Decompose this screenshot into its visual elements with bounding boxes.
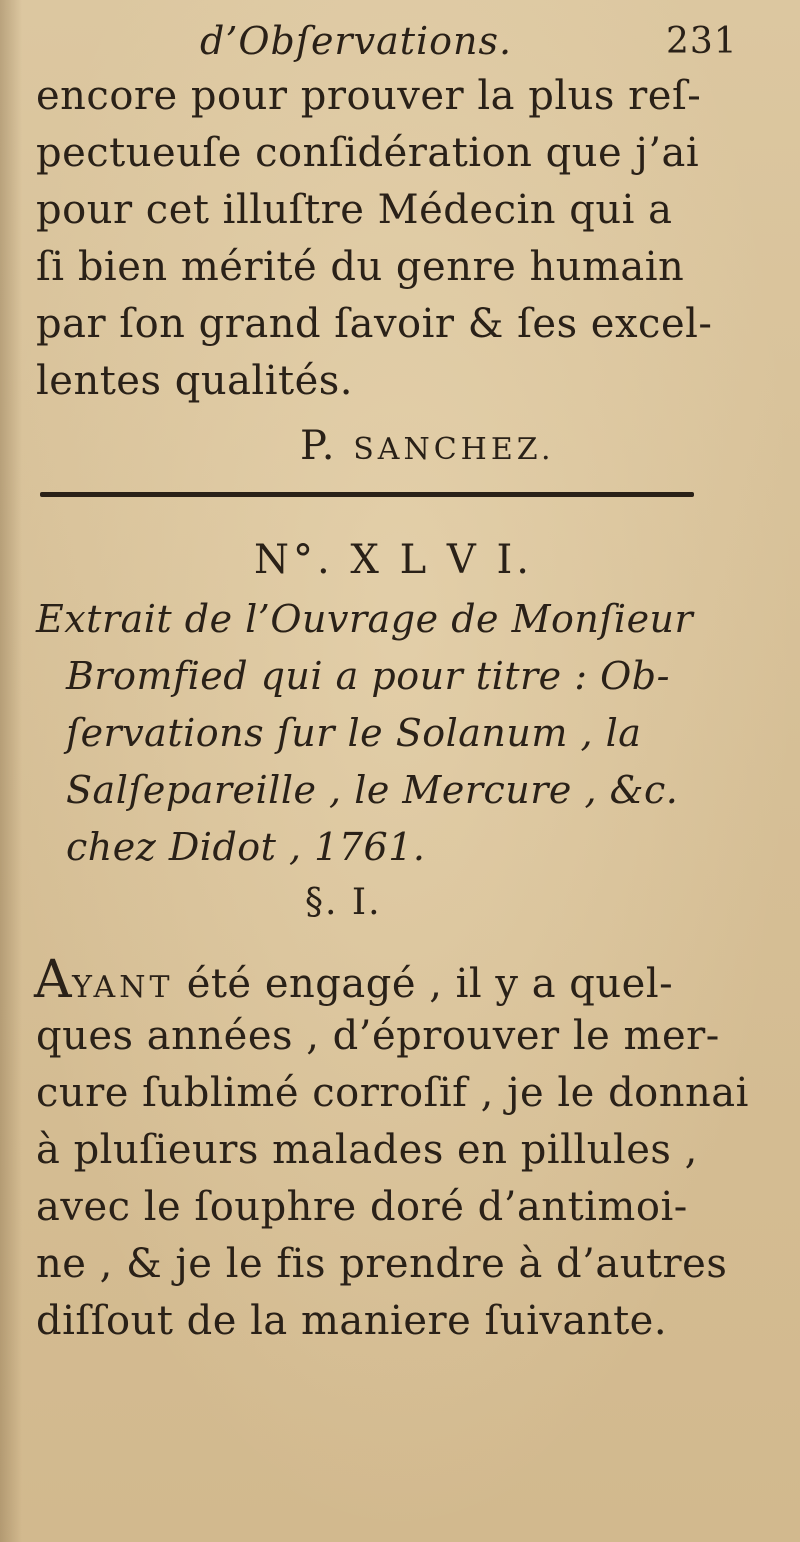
- running-head-title: d’Obſervations.: [200, 19, 513, 63]
- section-mark: §. I.: [305, 882, 382, 923]
- page-edge-shadow: [0, 0, 22, 1542]
- article-title-line: ſervations ſur le Solanum , la: [66, 711, 642, 755]
- article-title-line: chez Didot , 1761.: [66, 825, 426, 869]
- first-word-smallcaps: YANT: [72, 970, 174, 1005]
- paragraph2-line: ne , & je le fis prendre à d’autres: [36, 1241, 728, 1287]
- article-title-line: Extrait de l’Ouvrage de Monſieur: [36, 597, 694, 641]
- paragraph2-line: ques années , d’éprouver le mer-: [36, 1013, 720, 1059]
- paragraph2-line: avec le ſouphre doré d’antimoi-: [36, 1184, 688, 1230]
- article-number: N°. X L V I.: [254, 537, 534, 583]
- paragraph1-line: par ſon grand ſavoir & ſes excel-: [36, 301, 713, 347]
- section-divider-rule: [40, 492, 694, 497]
- article-title-line: Bromfied qui a pour titre : Ob-: [66, 654, 670, 698]
- first-line-rest: été engagé , il y a quel-: [186, 961, 674, 1007]
- paragraph1-line: encore pour prouver la plus reſ-: [36, 73, 702, 119]
- signature-name: SANCHEZ.: [353, 432, 555, 467]
- paragraph1-line: pectueuſe conſidération que j’ai: [36, 130, 700, 176]
- signature: [300, 423, 555, 469]
- paragraph2-line: diſſout de la maniere ſuivante.: [36, 1298, 668, 1344]
- paragraph1-line: ſi bien mérité du genre humain: [36, 244, 685, 290]
- paragraph2-line: à pluſieurs malades en pillules ,: [36, 1127, 698, 1173]
- signature-initial: P.: [300, 423, 338, 469]
- drop-cap: A: [34, 950, 73, 1010]
- paragraph1-line: pour cet illuſtre Médecin qui a: [36, 187, 673, 233]
- article-title-line: Salſepareille , le Mercure , &c.: [66, 768, 679, 812]
- paragraph2-line: cure ſublimé corroſif , je le donnai: [36, 1070, 749, 1116]
- page-number: 231: [666, 21, 738, 62]
- paragraph2-first-line: [34, 950, 674, 1010]
- paragraph1-line: lentes qualités.: [36, 358, 354, 404]
